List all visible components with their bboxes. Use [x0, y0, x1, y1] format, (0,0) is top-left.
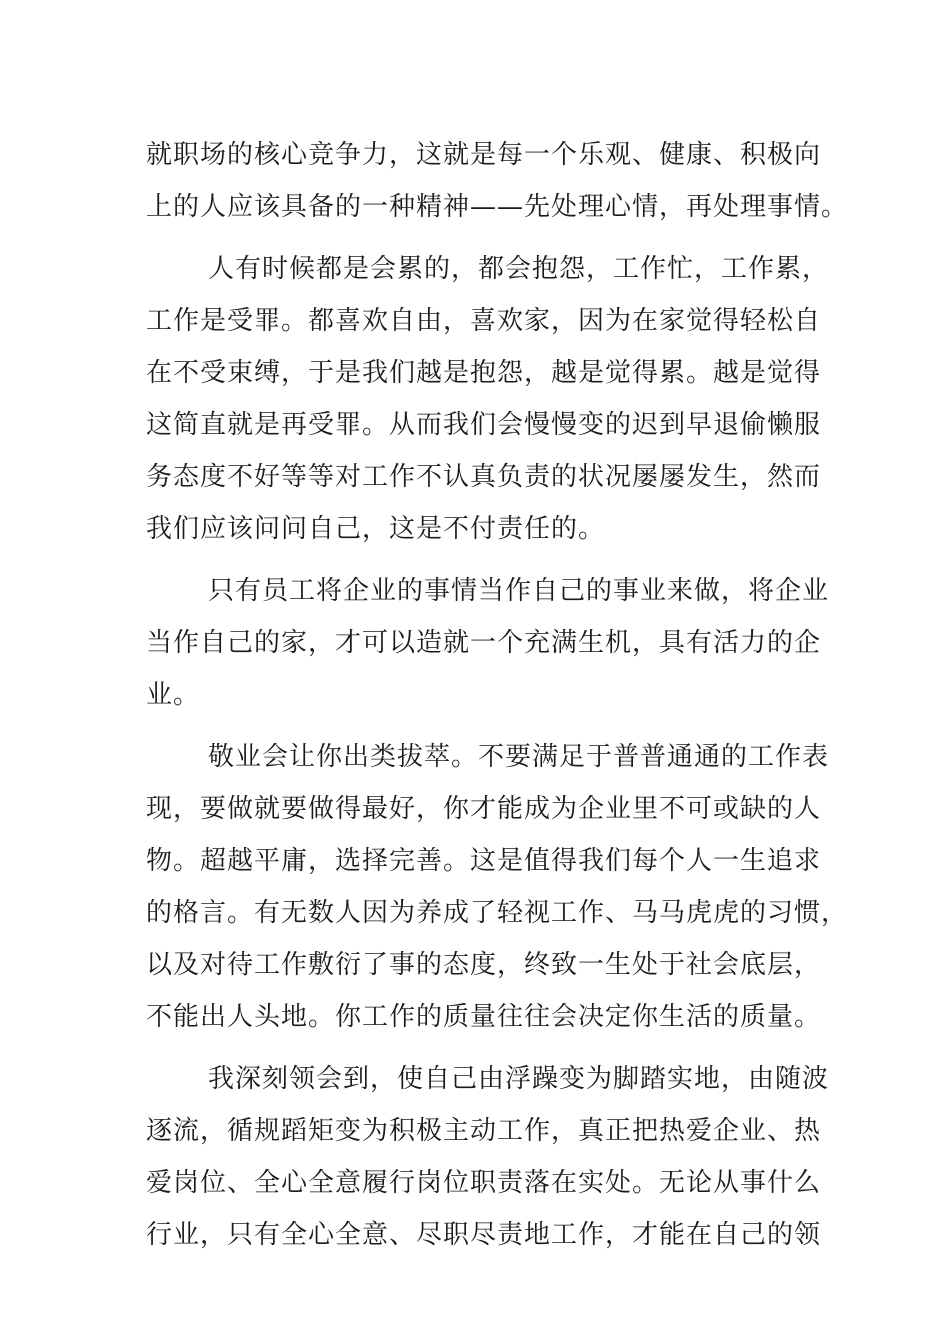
paragraph-3-line-3: 业。: [146, 680, 201, 710]
paragraph-2-line-5: 务态度不好等等对工作不认真负责的状况屡屡发生，然而: [146, 462, 822, 492]
paragraph-3-line-2: 当作自己的家，才可以造就一个充满生机，具有活力的企: [146, 628, 822, 658]
paragraph-5-line-4: 行业，只有全心全意、尽职尽责地工作，才能在自己的领: [146, 1220, 822, 1250]
paragraph-5-line-3: 爱岗位、全心全意履行岗位职责落在实处。无论从事什么: [146, 1168, 822, 1198]
paragraph-2-line-4: 这简直就是再受罪。从而我们会慢慢变的迟到早退偷懒服: [146, 410, 822, 440]
paragraph-4-line-2: 现，要做就要做得最好，你才能成为企业里不可或缺的人: [146, 794, 822, 824]
paragraph-4-line-5: 以及对待工作敷衍了事的态度，终致一生处于社会底层，: [146, 950, 822, 980]
paragraph-2-line-3: 在不受束缚，于是我们越是抱怨，越是觉得累。越是觉得: [146, 358, 822, 388]
paragraph-4-line-3: 物。超越平庸，选择完善。这是值得我们每个人一生追求: [146, 846, 822, 876]
paragraph-4-line-6: 不能出人头地。你工作的质量往往会决定你生活的质量。: [146, 1002, 822, 1032]
paragraph-5-line-1: 我深刻领会到，使自己由浮躁变为脚踏实地，由随波: [208, 1064, 830, 1094]
paragraph-2-line-2: 工作是受罪。都喜欢自由，喜欢家，因为在家觉得轻松自: [146, 306, 822, 336]
document-body: [146, 129, 849, 1261]
paragraph-1-line-2: 上的人应该具备的一种精神——先处理心情，再处理事情。: [146, 192, 849, 222]
paragraph-4-line-4: 的格言。有无数人因为养成了轻视工作、马马虎虎的习惯，: [146, 898, 849, 928]
paragraph-1-line-1: 就职场的核心竞争力，这就是每一个乐观、健康、积极向: [146, 140, 822, 170]
paragraph-3-line-1: 只有员工将企业的事情当作自己的事业来做，将企业: [208, 576, 830, 606]
paragraph-5-line-2: 逐流，循规蹈矩变为积极主动工作，真正把热爱企业、热: [146, 1116, 822, 1146]
paragraph-2-line-6: 我们应该问问自己，这是不付责任的。: [146, 514, 606, 544]
paragraph-2-line-1: 人有时候都是会累的，都会抱怨，工作忙，工作累，: [208, 254, 830, 284]
paragraph-4-line-1: 敬业会让你出类拔萃。不要满足于普普通通的工作表: [208, 742, 830, 772]
